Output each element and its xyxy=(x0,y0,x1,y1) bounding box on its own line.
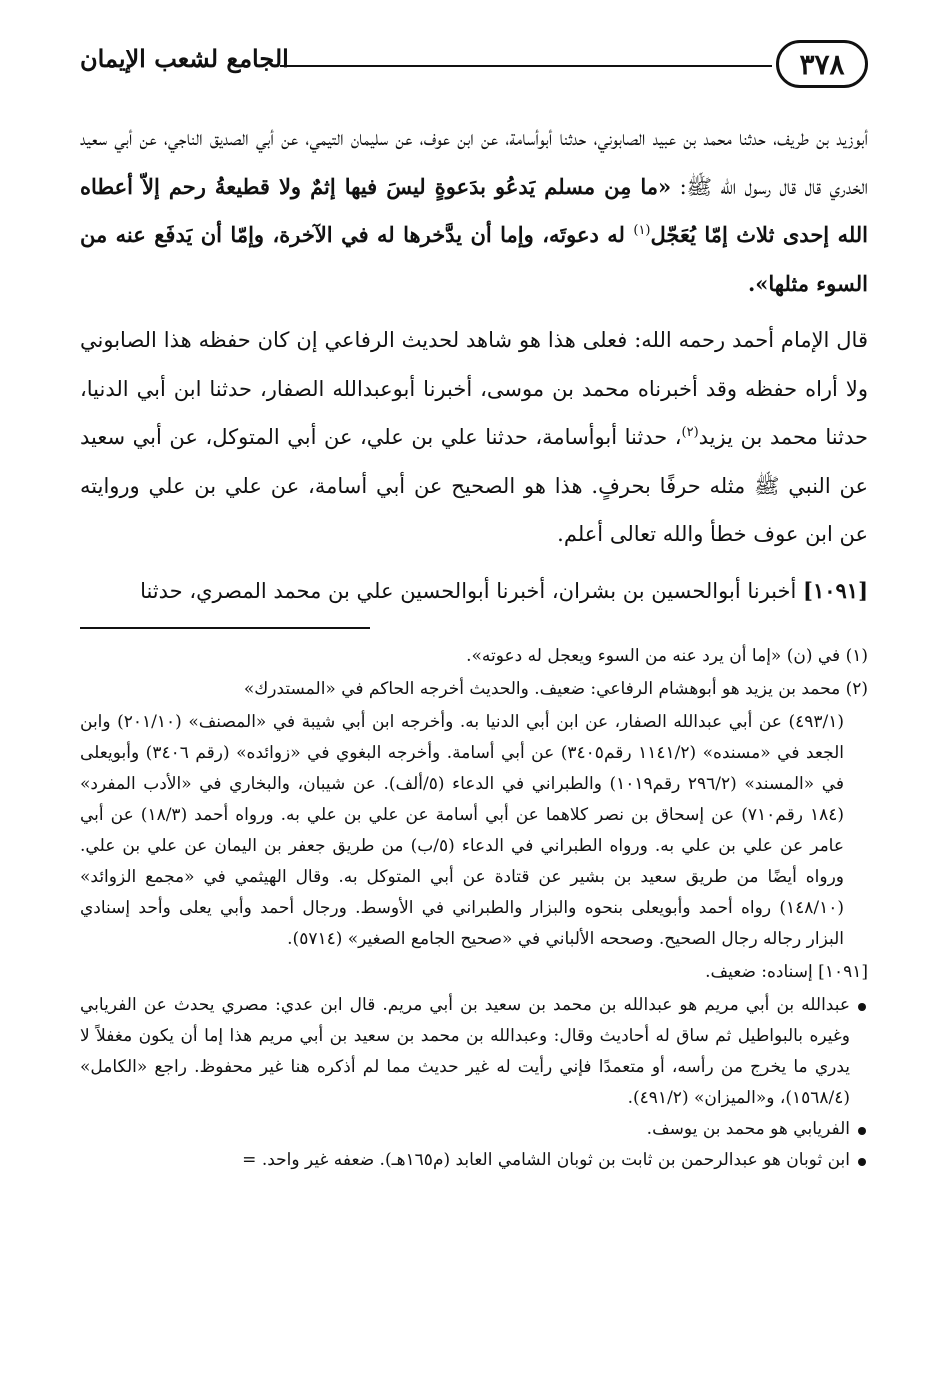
main-text xyxy=(80,114,868,615)
footnote-2 xyxy=(80,674,868,705)
footnote-1: (١) في (ن) «إما أن يرد عنه من السوء ويعجل له دعوته». xyxy=(466,646,868,666)
footnote-2-body: (٤٩٣/١) عن أبي عبدالله الصفار، عن ابن أبي الدنيا به. وأخرجه ابن أبي شيبة في «المصنف» (٢٠١/١٠) وابن الجعد في «مسنده» (١١٤١/٢ رقم٣٤٠٥) عن أبي أسامة. وأخرجه البغوي في «زوائده» (رقم ٣٤٠٦) وأبويعلى في «المسند» (٢٩٦/٢ رقم١٠١٩) والطبراني في الدعاء (٥/ألف). عن شيبان، والبخاري في «الأدب المفرد» (١٨٤ رقم٧١٠) عن إسحاق بن نصر كلاهما عن أبي أسامة عن علي بن علي به. ورواه أحمد (١٨/٣) عن أبي عامر عن علي بن علي به. ورواه الطبراني في الدعاء (٥/ب) من طريق جعفر بن اليمان عن علي بن علي. ورواه أيضًا من طريق سعيد بن بشير عن قتادة عن أبي المتوكل به. وقال الهيثمي في «مجمع الزوائد» (١٤٨/١٠) رواه أحمد وأبويعلى بنحوه والبزار والطبراني في الأوسط. ورجال أحمد وأبي يعلى وأحد إسنادي البزار رجاله رجال الصحيح. وصححه الألباني في «صحيح الجامع الصغير» (٥٧١٤). xyxy=(80,712,845,949)
page-header xyxy=(80,34,868,100)
running-title: الجامع لشعب الإيمان xyxy=(80,44,289,73)
list-item: الفريابي هو محمد بن يوسف. xyxy=(80,1114,868,1145)
footnote-rule xyxy=(80,627,370,629)
commentary-text-continued: ، حدثنا أبوأسامة، حدثنا علي بن علي، عن أبي المتوكل، عن أبي سعيد عن النبي ﷺ مثله حرفًا بحرفٍ. هذا هو الصحيح عن أبي أسامة، عن علي بن علي وروايته عن ابن عوف خطأ والله تعالى أعلم. xyxy=(80,425,868,546)
footnote-3-head: [١٠٩١] إسناده: ضعيف. xyxy=(705,962,868,982)
isnad-text: أبوزيد بن طريف، حدثنا محمد بن عبيد الصابوني، حدثنا أبوأسامة، عن ابن عوف، عن سليمان التيمي، عن أبي الصديق الناجي، عن أبي سعيد الخدري قال قال رسول الله ﷺ: xyxy=(80,126,868,199)
paragraph-1091 xyxy=(80,567,868,616)
hadith-text: «ما مِن مسلم يَدعُو بدَعوةٍ ليسَ فيها إثمٌ ولا قطيعةُ رحم إلاّ أعطاه الله إحدى ثلاث إمّا يُعَجّل xyxy=(80,173,869,247)
list-item: ابن ثوبان هو عبدالرحمن بن ثابت بن ثوبان الشامي العابد (م١٦٥هـ). ضعفه غير واحد. = xyxy=(80,1145,868,1176)
paragraph-1091-text: أخبرنا أبوالحسين بن بشران، أخبرنا أبوالحسين علي بن محمد المصري، حدثنا xyxy=(140,578,803,603)
footnote-2-head: (٢) محمد بن يزيد هو أبوهشام الرفاعي: ضعيف. والحديث أخرجه الحاكم في «المستدرك» xyxy=(243,679,868,699)
hadith-text-continued: له دعوتَه، وإما أن يدَّخرها له في الآخرة، وإمّا أن يَدفَع عنه من السوء مثلها». xyxy=(80,222,868,296)
list-item: عبدالله بن أبي مريم هو عبدالله بن محمد بن سعيد بن أبي مريم. قال ابن عدي: مصري يحدث عن الفريابي وغيره بالبواطيل ثم ساق له أحاديث وقال: وعبدالله بن محمد بن سعيد بن أبي مريم هذا إما أن يكون مغفلاً لا يدري ما يخرج من رأسه، أو متعمدًا فإني رأيت له غير حديث مما لم أذكره هنا غير محفوظ. راجع «الكامل» (١٥٦٨/٤)، و«الميزان» (٤٩١/٢). xyxy=(80,990,868,1114)
paragraph-commentary xyxy=(80,316,868,559)
hadith-number: [١٠٩١] xyxy=(803,577,868,603)
header-rule xyxy=(280,65,772,67)
footnote-ref-2[interactable]: (٢) xyxy=(681,425,699,440)
paragraph-hadith xyxy=(80,114,868,308)
page-number: ٣٧٨ xyxy=(776,40,868,88)
footnote-3-list xyxy=(80,990,868,1176)
footnote-separator xyxy=(80,623,868,641)
commentary-text: قال الإمام أحمد رحمه الله: فعلى هذا هو شاهد لحديث الرفاعي إن كان حفظه هذا الصابوني ولا أراه حفظه وقد أخبرناه محمد بن موسى، أخبرنا أبوعبدالله الصفار، حدثنا ابن أبي الدنيا، حدثنا محمد بن يزيد xyxy=(80,328,868,449)
footnote-ref-1[interactable]: (١) xyxy=(633,223,651,238)
footnotes xyxy=(80,641,868,1176)
